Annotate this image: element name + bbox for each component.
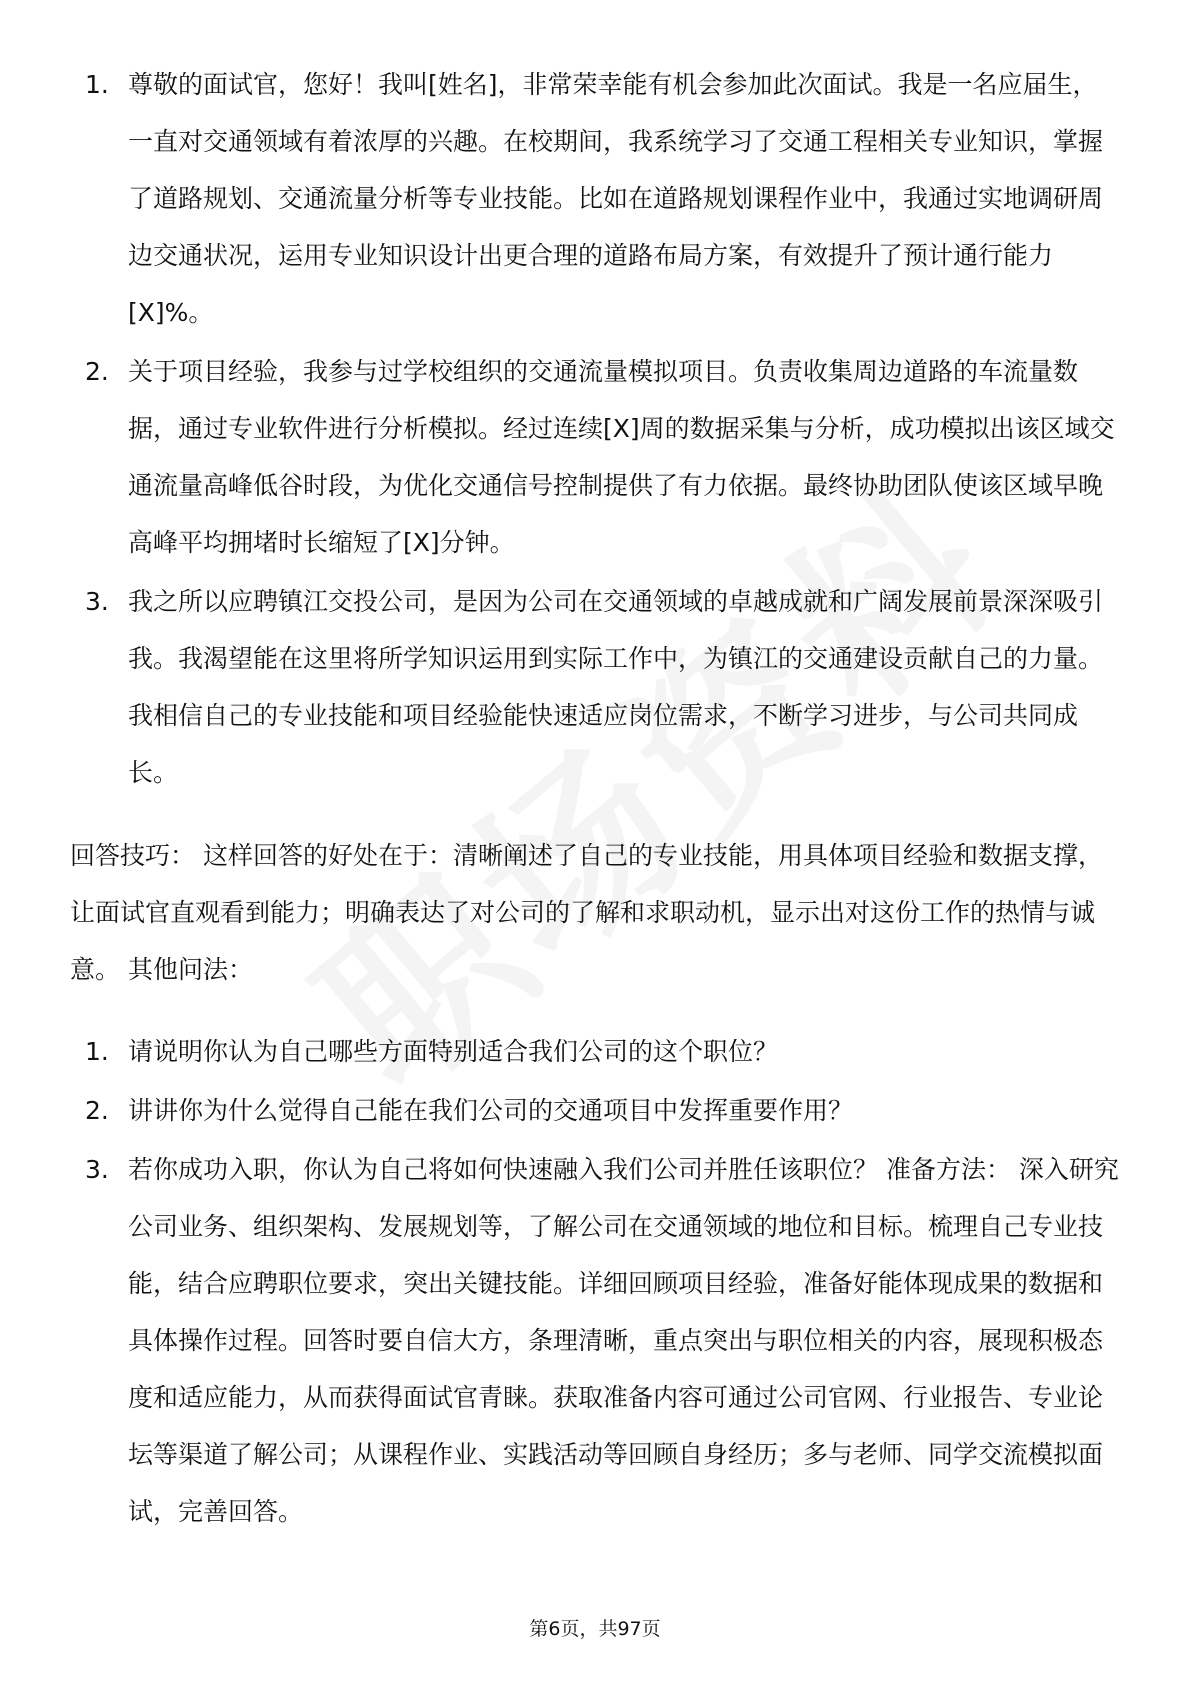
list-item-number: 2. (85, 1096, 109, 1125)
list-item (70, 56, 1120, 341)
page-content (70, 56, 1120, 1542)
list-item (70, 573, 1120, 801)
list-item (70, 1023, 1120, 1080)
list-item-number: 2. (85, 357, 109, 386)
other-questions-list (70, 1023, 1120, 1540)
list-item-number: 3. (85, 1155, 109, 1184)
list-item-text: 请说明你认为自己哪些方面特别适合我们公司的这个职位？ (128, 1037, 779, 1066)
list-item (70, 1082, 1120, 1139)
list-item-text: 讲讲你为什么觉得自己能在我们公司的交通项目中发挥重要作用？ (128, 1096, 854, 1125)
list-item-text: 我之所以应聘镇江交投公司，是因为公司在交通领域的卓越成就和广阔发展前景深深吸引我。我渴望能在这里将所学知识运用到实际工作中，为镇江的交通建设贡献自己的力量。我相信自己的专业技能和项目经验能快速适应岗位需求，不断学习进步，与公司共同成长。 (128, 587, 1104, 787)
list-item (70, 343, 1120, 571)
list-item-text: 关于项目经验，我参与过学校组织的交通流量模拟项目。负责收集周边道路的车流量数据，通过专业软件进行分析模拟。经过连续[X]周的数据采集与分析，成功模拟出该区域交通流量高峰低谷时段，为优化交通信号控制提供了有力依据。最终协助团队使该区域早晚高峰平均拥堵时长缩短了[X]分钟。 (128, 357, 1115, 557)
page-number-footer: 第6页，共97页 (529, 1618, 661, 1640)
answer-tips-paragraph: 回答技巧： 这样回答的好处在于：清晰阐述了自己的专业技能，用具体项目经验和数据支撑，让面试官直观看到能力；明确表达了对公司的了解和求职动机，显示出对这份工作的热情与诚意。 其他问法： (70, 841, 1103, 984)
answer-list (70, 56, 1120, 801)
list-item-text: 若你成功入职，你认为自己将如何快速融入我们公司并胜任该职位？ 准备方法： 深入研究公司业务、组织架构、发展规划等，了解公司在交通领域的地位和目标。梳理自己专业技能，结合应聘职位要求，突出关键技能。详细回顾项目经验，准备好能体现成果的数据和具体操作过程。回答时要自信大方，条理清晰，重点突出与职位相关的内容，展现积极态度和适应能力，从而获得面试官青睐。获取准备内容可通过公司官网、行业报告、专业论坛等渠道了解公司；从课程作业、实践活动等回顾自身经历；多与老师、同学交流模拟面试，完善回答。 (128, 1155, 1119, 1526)
list-item (70, 1141, 1120, 1540)
list-item-number: 1. (85, 1037, 109, 1066)
list-item-number: 3. (85, 587, 109, 616)
list-item-text: 尊敬的面试官，您好！我叫[姓名]，非常荣幸能有机会参加此次面试。我是一名应届生，一直对交通领域有着浓厚的兴趣。在校期间，我系统学习了交通工程相关专业知识，掌握了道路规划、交通流量分析等专业技能。比如在道路规划课程作业中，我通过实地调研周边交通状况，运用专业知识设计出更合理的道路布局方案，有效提升了预计通行能力[X]%。 (128, 70, 1104, 327)
list-item-number: 1. (85, 70, 109, 99)
